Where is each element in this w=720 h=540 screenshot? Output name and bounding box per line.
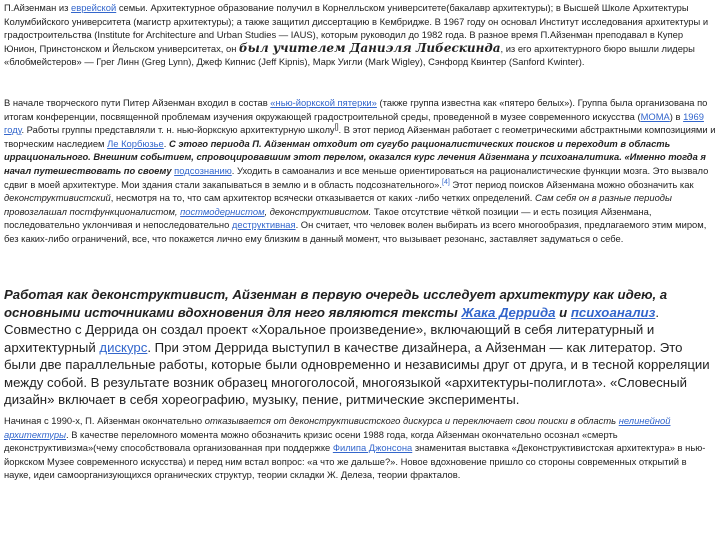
paragraph-nonlinear [4,414,716,482]
text: . Работы группы представляли т. н. нью-йоркскую архитектурную школу [21,124,335,136]
text: семьи. Архитектурное образование получил в Корнелльском университете(бакалавр архитектуры); в Высшей Школе Архитектуры Колумбийского университета (магистр архитектуры); а также защитил диссертацию в Кембридже. В 1967 году он основал Институт исследования архитектуры и градостроительства (Institute for Architecture and Urban Studies — IAUS), которым руководил до 1982 года. В разное время П.Айзенман преподавал в Купер Юнион, Принстонском и Йельском университетах, он [4,2,709,54]
emphasis-deconstructivist-idea: Работая как деконструктивист, Айзенман в первую очередь исследует архитектуру как идею, а основными источниками вдохновения для него являются тексты [4,287,668,320]
emphasis-turn-to-irrational: С этого периода П. Айзенман отходит от сугубо рационалистических поисков и переходит в область иррационального. Внешним событием, спровоцировавшим этот перелом, оказался курс лечения Айзенмана у психоаналитика. «Именно тогда я начал путешествовать по своему [4,137,706,176]
highlight-libeskind: был учителем Даниэля Либескинда [239,40,501,55]
link-moma[interactable]: МОМА [640,110,670,122]
text: Такое отсутствие чёткой позиции — и есть позиция Айзенмана, последовательно уклончивая и непоследовательно [4,205,652,231]
text: . В этот период Айзенман работает с геометрическими абстрактными композициями и творческим наследием [4,124,716,149]
text: . Он считает, что человек волен выбирать из всего многообразия, предлагаемого этим миром, без каких-либо ограничений, все, что покажется лично ему близким в данный момент, что вызывает резонанс, заставляет задуматься о себе. [4,219,707,244]
link-philip-johnson[interactable]: Филипа Джонсона [332,442,413,454]
link-psychoanalysis[interactable]: психоанализ [570,304,656,320]
italic-abandons-deconstructivism: отказывается от деконструктивистского дискурса и переключает свои поиски в область [204,415,619,426]
text: , несмотря на то, что сам архитектор всячески отказывается от каких -либо четких определений. [110,192,536,204]
link-nonlinear-architecture[interactable]: нелинейной архитектуры [4,415,671,440]
emphasis-and: и [555,304,571,320]
paragraph-derrida [4,286,716,409]
link-jewish[interactable]: еврейской [71,2,117,13]
text: Этот период поисков Айзенмана можно обозначить как [449,178,694,190]
text: . Уходить в самоанализ и все меньше ориентироваться на рационалистические функции мозга. Это вызвало сдвиг в моей архитектуре. Мои здания стали закапываться в землю и в область подсознательного». [4,164,709,190]
text: . [163,137,169,149]
paragraph-biography [4,1,716,69]
text: (также группа известна как «пятеро белых»). Группа была организована по итогам конференции, посвященной проблемам изучения окружающей градостроительной среды, проведенной в музее современного искусства ( [4,97,708,122]
text: . Совместно с Деррида он создал проект «Хоральное произведение», включающий в себя литературный и архитектурный [4,304,659,355]
italic-deconstructivist: деконструктивистский [4,192,111,204]
text: знаменитая выставка «Деконструктивистская архитектура» в нью-йоркском Музее современного искусства) и перед ним встал вопрос: «а что же дальше?». Новое вдохновение пришло со стороны современных открытий в науке, идеи самоорганизующихся органических структур, теории складки Ж. Делеза, теории фракталов. [4,442,706,481]
text: П.Айзенман из [4,2,71,13]
link-destructive[interactable]: деструктивная [231,219,296,231]
link-postmodernist[interactable]: постмодернистом [180,205,265,217]
link-discourse[interactable]: дискурс [99,339,148,355]
footnote-ref-4[interactable]: [4] [442,178,450,186]
text: . При этом Деррида выступил в качестве дизайнера, а Айзенман — как литератор. Это были две параллельные работы, которые были одновременно и независимы друг от друга, и в тесной корреляции между собой. В результате возник образец многоголосой, многоязыкой «архитектуры-полиглота». «Словесный дизайн» включает в себя хореографию, музыку, пение, ритмические эксперименты. [4,339,710,407]
paragraph-new-york-five [4,96,716,246]
link-new-york-five[interactable]: «нью-йоркской пятерки» [270,97,377,108]
link-subconscious[interactable]: подсознанию [174,164,232,176]
link-1969[interactable]: 1969 году [4,110,704,136]
text: . В качестве переломного момента можно обозначить кризис осени 1988 года, когда Айзенман окончательно осознал «смерть деконструктивизма»(чему способствовала организованная при поддержке [4,428,618,454]
italic-deconstructivist-2: , деконструктивистом. [264,205,372,217]
text: ) в [669,110,684,122]
text: Начиная с 1990-х, П. Айзенман окончательно [4,415,205,426]
link-derrida[interactable]: Жака Деррида [461,304,556,320]
text: В начале творческого пути Питер Айзенман входил в состав [4,97,271,108]
link-le-corbusier[interactable]: Ле Корбюзье [107,137,164,149]
footnote-ref[interactable]: [] [334,124,339,132]
text: , из его архитектурного бюро вышли лидеры «блобмейстеров» — Грег Линн (Greg Lynn), Джеф Кипнис (Jeff Kipnis), Марк Уигли (Mark Wigley), Сэнфорд Квинтер (Sanford Kwinter). [4,42,695,68]
italic-self-definition: Сам себя он в разные периоды провозглашал постфункционалистом, [4,192,672,217]
